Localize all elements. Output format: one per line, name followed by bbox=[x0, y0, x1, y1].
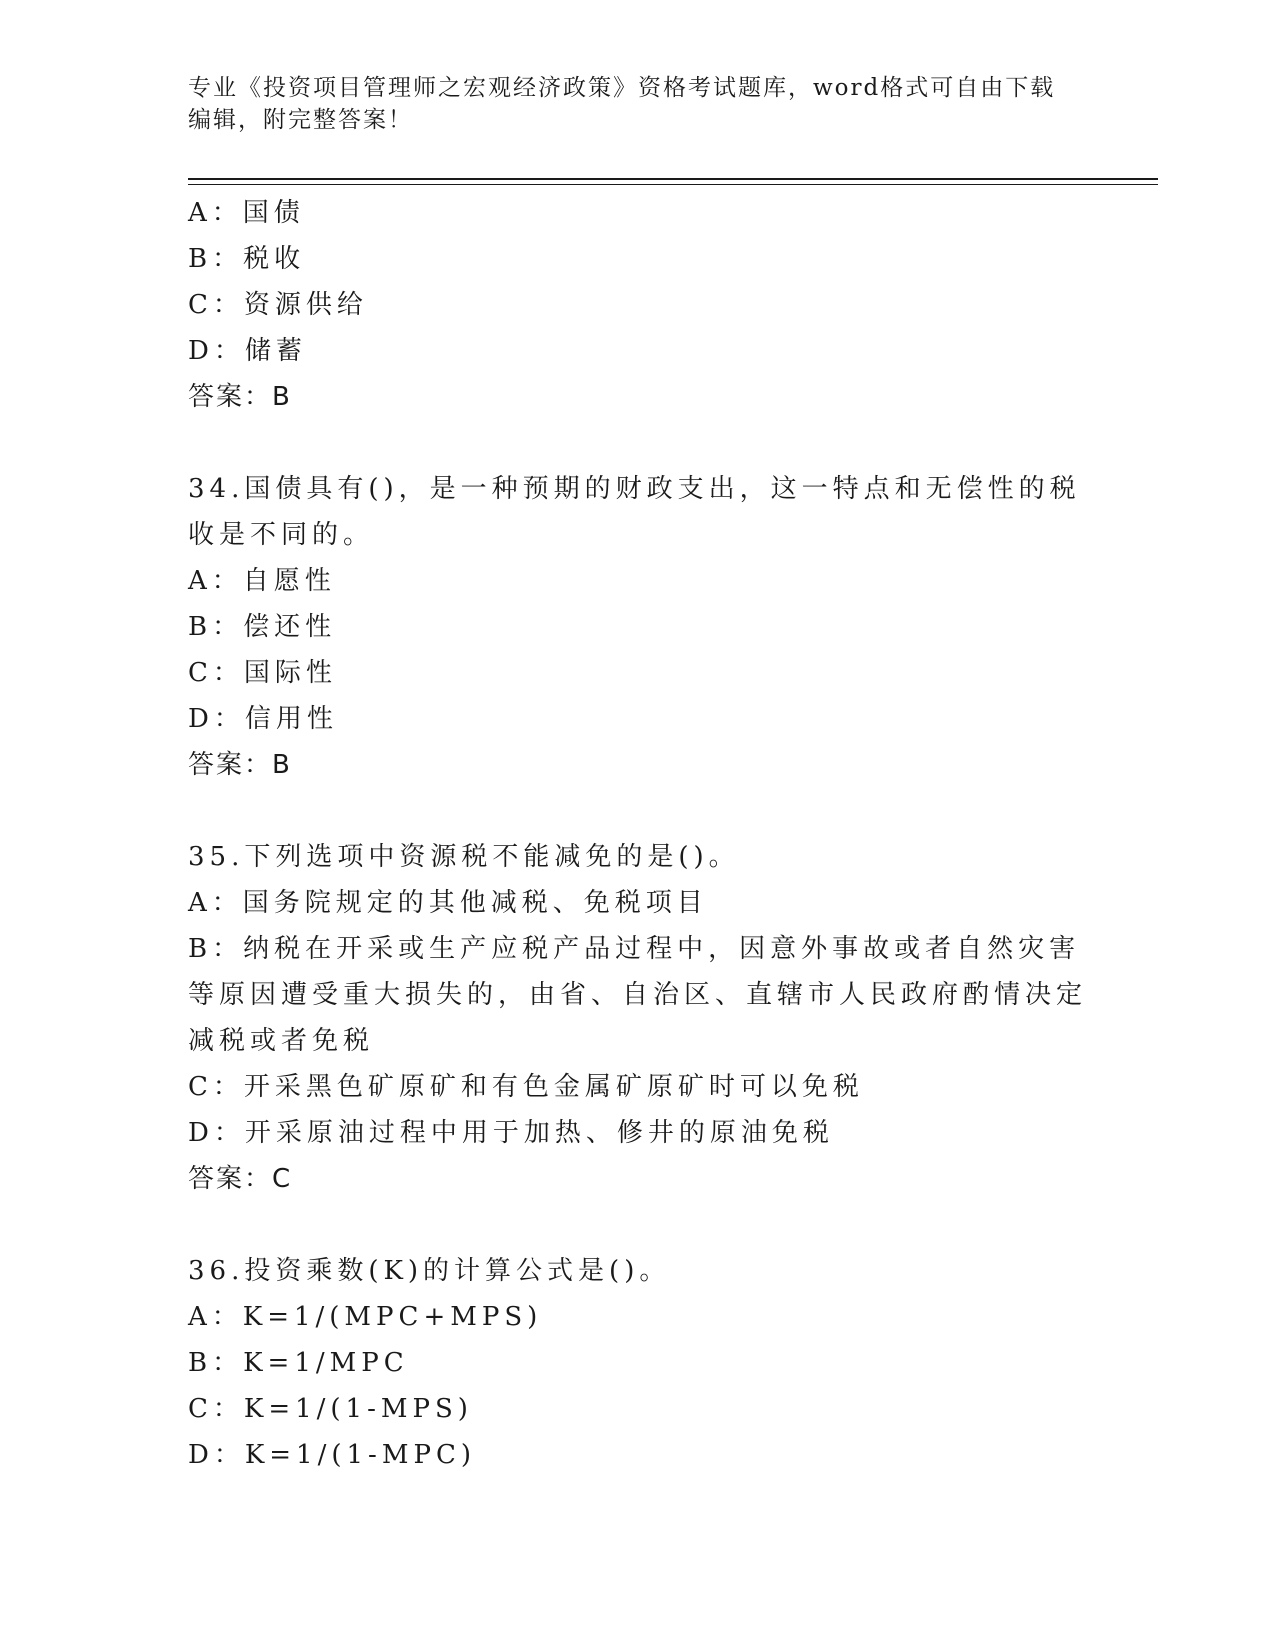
option-b: B：税收 bbox=[188, 244, 306, 274]
option-c: C：国际性 bbox=[188, 658, 337, 688]
answer-line: 答案：B bbox=[188, 382, 292, 412]
option-a: A：K=1/(MPC+MPS) bbox=[188, 1302, 543, 1332]
option-d: D：开采原油过程中用于加热、修井的原油免税 bbox=[188, 1118, 834, 1148]
option-b: B：K=1/MPC bbox=[188, 1348, 409, 1378]
header-divider-thick bbox=[188, 178, 1158, 180]
option-d: D：信用性 bbox=[188, 704, 338, 734]
answer-line: 答案：B bbox=[188, 750, 292, 780]
question-block-33 bbox=[188, 190, 1088, 420]
option-c: C：资源供给 bbox=[188, 290, 368, 320]
option-b: B：偿还性 bbox=[188, 612, 337, 642]
answer-line: 答案：C bbox=[188, 1164, 293, 1194]
option-c: C：开采黑色矿原矿和有色金属矿原矿时可以免税 bbox=[188, 1072, 864, 1102]
question-text: 36.投资乘数(K)的计算公式是()。 bbox=[188, 1256, 671, 1286]
option-a: A：自愿性 bbox=[188, 566, 336, 596]
option-a: A：国债 bbox=[188, 198, 305, 228]
option-d: D：储蓄 bbox=[188, 336, 307, 366]
question-block-36 bbox=[188, 1248, 1088, 1478]
question-text: 34.国债具有()，是一种预期的财政支出，这一特点和无偿性的税收是不同的。 bbox=[188, 474, 1081, 550]
header-divider-thin bbox=[188, 184, 1158, 185]
option-a: A：国务院规定的其他减税、免税项目 bbox=[188, 888, 708, 918]
option-d: D：K=1/(1-MPC) bbox=[188, 1440, 476, 1470]
question-list bbox=[188, 190, 1088, 1478]
question-text: 35.下列选项中资源税不能减免的是()。 bbox=[188, 842, 740, 872]
option-c: C：K=1/(1-MPS) bbox=[188, 1394, 473, 1424]
document-header: 专业《投资项目管理师之宏观经济政策》资格考试题库，word格式可自由下载编辑，附完整答案！ bbox=[188, 75, 1056, 133]
option-b: B：纳税在开采或生产应税产品过程中，因意外事故或者自然灾害等原因遭受重大损失的，由省、自治区、直辖市人民政府酌情决定减税或者免税 bbox=[188, 934, 1088, 1056]
question-block-35 bbox=[188, 834, 1088, 1202]
question-block-34 bbox=[188, 466, 1088, 788]
